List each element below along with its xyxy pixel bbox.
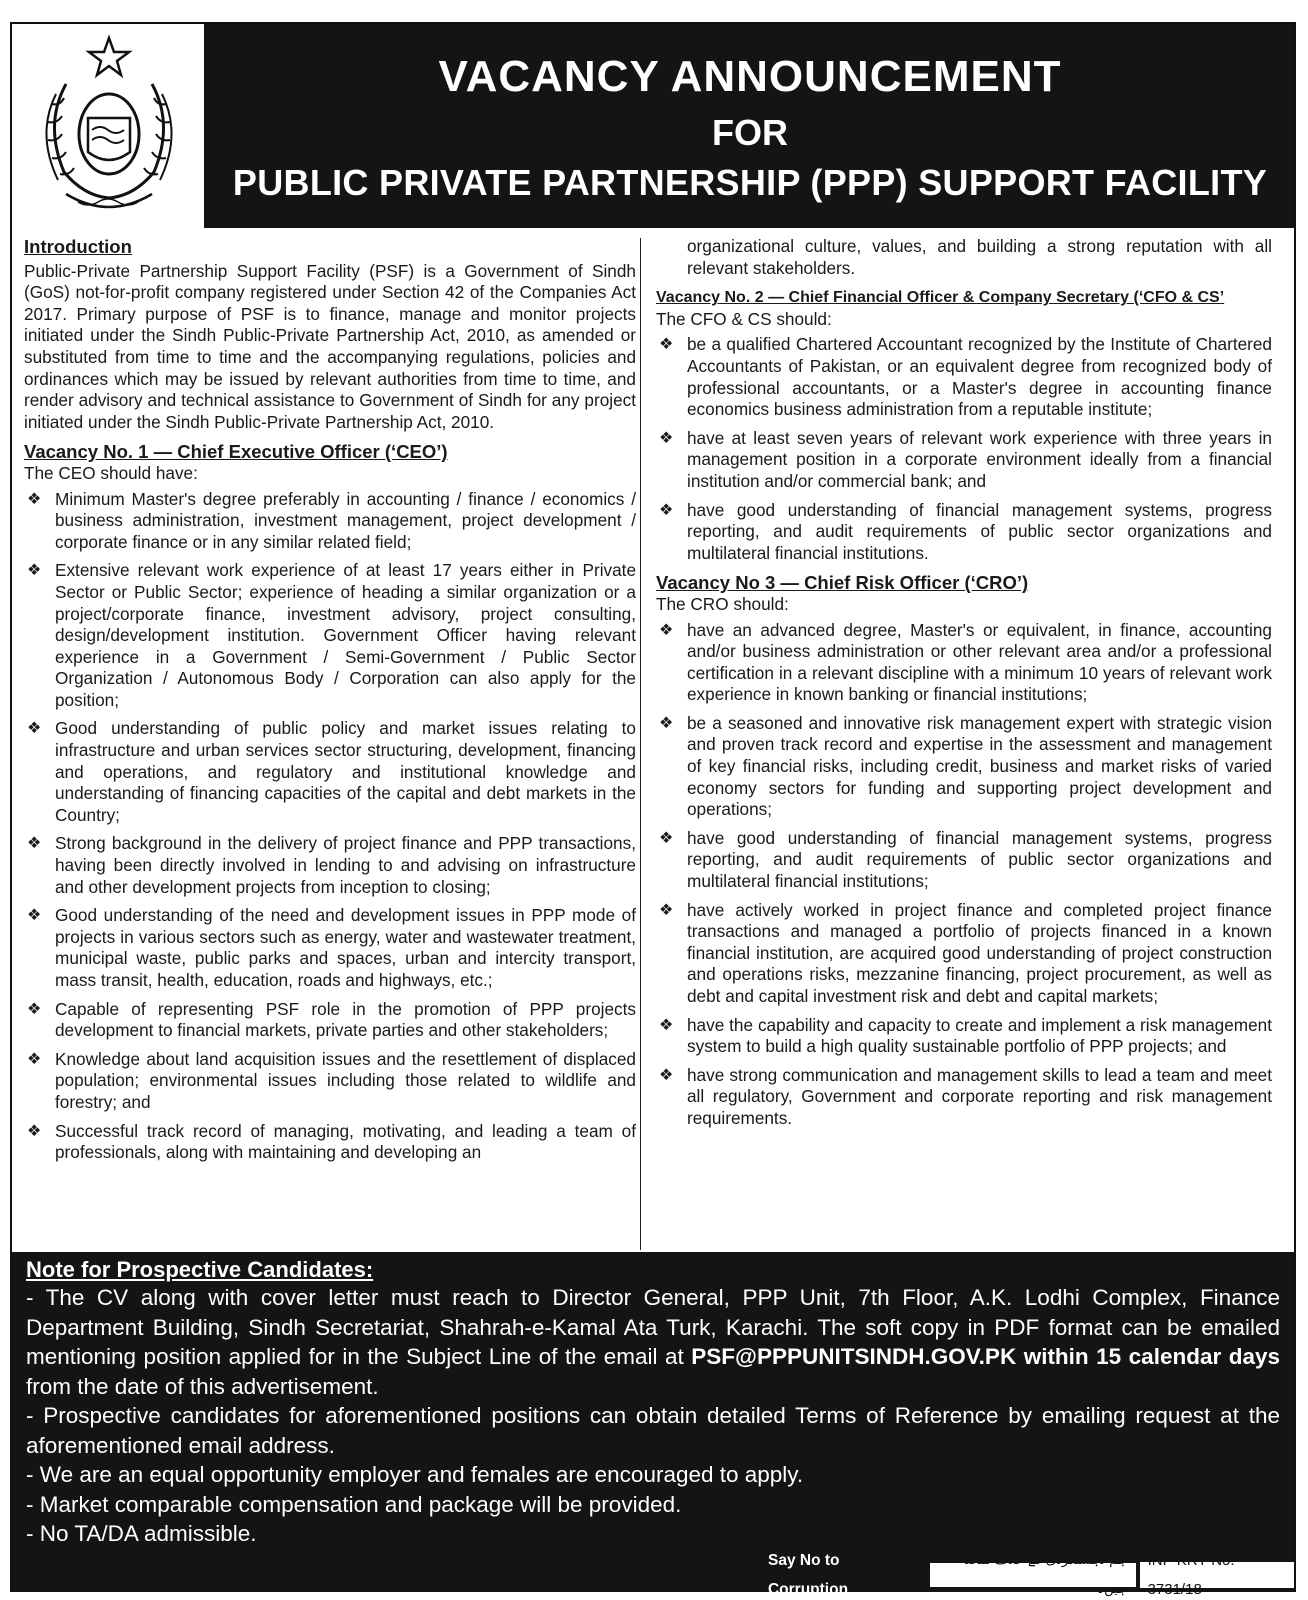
list-item: ❖ Knowledge about land acquisition issues and the resettlement of displaced population; environmental issues including those related to wildlife and forestry; and	[27, 1048, 636, 1112]
vacancy-2-lead: The CFO & CS should:	[656, 308, 832, 329]
list-item: ❖ Minimum Master's degree preferably in accounting / finance / economics / business administration, investment management, project development / corporate finance or in any similar related field;	[27, 488, 636, 552]
note-line-3: - We are an equal opportunity employer and females are encouraged to apply.	[26, 1462, 804, 1487]
note-title: Note for Prospective Candidates:	[26, 1257, 374, 1282]
emblem-box	[12, 24, 206, 228]
bullet-icon: ❖	[659, 1066, 674, 1084]
title-line-3: PUBLIC PRIVATE PARTNERSHIP (PPP) SUPPORT FACILITY	[232, 162, 1268, 203]
title-banner	[206, 24, 1294, 228]
list-item: ❖ have an advanced degree, Master's or equivalent, in finance, accounting and/or business administration or other relevant area and/or a professional certification in a relevant discipline with a minimum 10 years of relevant work experience in known banking or financial institutions;	[659, 619, 1272, 705]
list-item: ❖ have at least seven years of relevant work experience with three years in management position in a corporate environment ideally from a financial institution and/or commercial bank; and	[659, 427, 1272, 491]
urdu-slogan: ہم دہشتگردی کے خلاف متحد ہیں۔	[930, 1563, 1135, 1587]
intro-heading: Introduction	[24, 236, 132, 257]
vacancy-1-lead: The CEO should have:	[24, 462, 198, 483]
list-item: ❖ Good understanding of the need and development issues in PPP mode of projects in various sectors such as energy, water and wastewater treatment, municipal waste, public parks and spaces, urban and intercity transport, mass transit, health, education, roads and highways, etc.;	[27, 905, 636, 990]
bullet-icon: ❖	[27, 1122, 42, 1140]
note-line-4: - Market comparable compensation and package will be provided.	[26, 1491, 682, 1517]
bullet-icon: ❖	[659, 714, 674, 732]
left-column	[24, 236, 636, 1171]
vacancy-1-list	[24, 489, 636, 1164]
bullet-icon: ❖	[27, 1050, 42, 1068]
bullet-icon: ❖	[659, 501, 674, 519]
header	[12, 24, 1294, 228]
title-line-1: VACANCY ANNOUNCEMENT	[438, 52, 1062, 101]
note-line-5: - No TA/DA admissible.	[26, 1521, 257, 1546]
deadline-text: within 15 calendar days	[1023, 1344, 1280, 1369]
note-line-2: - Prospective candidates for aforementioned positions can obtain detailed Terms of Reference by emailing request at the aforementioned email address.	[26, 1403, 1280, 1458]
list-item: ❖ have actively worked in project finance and completed project finance transactions and managed a portfolio of projects financed in a known financial institution, are acquired good understanding of project construction and operations risks, mezzanine financing, project procurement, as well as debt and capital investment risk and debt and capital markets;	[659, 899, 1272, 1006]
bullet-icon: ❖	[27, 562, 42, 580]
vacancy-3-heading: Vacancy No 3 — Chief Risk Officer (‘CRO’)	[656, 572, 1029, 594]
list-item: ❖ Extensive relevant work experience of at least 17 years either in Private Sector or Public Sector; experience of heading a similar organization or a project/corporate finance, investment advisory, project consulting, design/development institution. Government Officer having relevant experience in a Government / Semi-Government / Public Sector Organization / Autonomous Body / Corporation can also apply for the position;	[27, 560, 636, 710]
vacancy-1-heading: Vacancy No. 1 — Chief Executive Officer (‘CEO’)	[24, 441, 448, 463]
list-item: ❖ have good understanding of financial management systems, progress reporting, and audit requirements of public sector organizations and multilateral financial institutions;	[659, 827, 1272, 892]
vacancy-1-continuation: organizational culture, values, and building a strong reputation with all relevant stakeholders.	[687, 236, 1272, 278]
bullet-icon: ❖	[27, 835, 42, 853]
bullet-icon: ❖	[659, 429, 674, 447]
government-emblem-icon	[26, 34, 192, 220]
reference-number: INF-KRY No. 3731/18	[1140, 1562, 1294, 1588]
list-item: ❖ Capable of representing PSF role in the promotion of PPP projects development to financial markets, private parties and other stakeholders;	[27, 998, 636, 1041]
bullet-icon: ❖	[659, 621, 674, 639]
bullet-icon: ❖	[27, 490, 42, 508]
bullet-icon: ❖	[659, 1016, 674, 1034]
bullet-icon: ❖	[659, 829, 674, 847]
right-column	[656, 236, 1272, 1137]
bullet-icon: ❖	[27, 1000, 42, 1018]
bullet-icon: ❖	[27, 907, 42, 925]
column-divider	[640, 238, 641, 1250]
vacancy-2-heading: Vacancy No. 2 — Chief Financial Officer & Company Secretary (‘CFO & CS’	[656, 289, 1225, 307]
list-item: ❖ Good understanding of public policy and market issues relating to infrastructure and urban services sector structuring, development, financing and operations, and regulatory and institutional knowledge and understanding of financing capacities of the capital and debt markets in the Country;	[27, 718, 636, 825]
footer	[767, 1551, 1294, 1598]
note-panel	[12, 1252, 1294, 1598]
bullet-icon: ❖	[659, 901, 674, 919]
title-line-2: FOR	[712, 112, 788, 153]
contact-email: PSF@PPPUNITSINDH.GOV.PK	[691, 1344, 1017, 1369]
intro-text: Public-Private Partnership Support Facility (PSF) is a Government of Sindh (GoS) not-for-profit company registered under Section 42 of the Companies Act 2017. Primary purpose of PSF is to finance, manage and monitor projects initiated under the Sindh Public-Private Partnership Act, 2010, as amended or substituted from time to time and the accompanying regulations, policies and ordinances which may be issued by relevant authorities from time to time, and render advisory and technical assistance to Government of Sindh for any project initiated under the Sindh Public-Private Partnership Act, 2010.	[24, 260, 636, 432]
vacancy-3-lead: The CRO should:	[656, 593, 789, 614]
list-item: ❖ have the capability and capacity to create and implement a risk management system to build a high quality sustainable portfolio of PPP projects; and	[659, 1014, 1272, 1057]
list-item: ❖ Successful track record of managing, motivating, and leading a team of professionals, along with maintaining and developing an	[27, 1120, 636, 1163]
bullet-icon: ❖	[659, 336, 674, 354]
list-item: ❖ have strong communication and management skills to lead a team and meet all regulatory, Government and corporate reporting and risk management requirements.	[659, 1064, 1272, 1128]
list-item: ❖ be a seasoned and innovative risk management expert with strategic vision and proven track record and expertise in the assessment and management of key financial risks, including credit, business and market risks of varied economy sectors for funding and supporting project development and operations;	[659, 712, 1272, 820]
vacancy-3-list	[656, 620, 1272, 1130]
list-item: ❖ Strong background in the delivery of project finance and PPP transactions, having been directly involved in lending to and advising on infrastructure and other development projects from inception to closing;	[27, 833, 636, 897]
list-item: ❖ have good understanding of financial management systems, progress reporting, and audit requirements of public sector organizations and multilateral financial institutions.	[659, 499, 1272, 563]
bullet-icon: ❖	[27, 720, 42, 738]
list-item: ❖ be a qualified Chartered Accountant recognized by the Institute of Chartered Accountants of Pakistan, or an equivalent degree from recognized body of professional accountants, or a Master's degree in accounting finance economics business administration from a reputable institute;	[659, 334, 1272, 420]
vacancy-2-list	[656, 334, 1272, 564]
note-line-1: - The CV along with cover letter must reach to Director General, PPP Unit, 7th Floor, A.K. Lodhi Complex, Finance Department Building, Sindh Secretariat, Shahrah-e-Kamal Ata Turk, Karachi. The soft copy in PDF format can be emailed mentioning position applied for in the Subject Line of the email at PSF@PPPUNITSINDH.GOV.PK within 15 calendar days from the date of this advertisement.	[26, 1285, 1280, 1399]
anti-corruption-slogan: Say No to Corruption	[767, 1551, 849, 1598]
advertisement-frame	[10, 22, 1296, 1598]
